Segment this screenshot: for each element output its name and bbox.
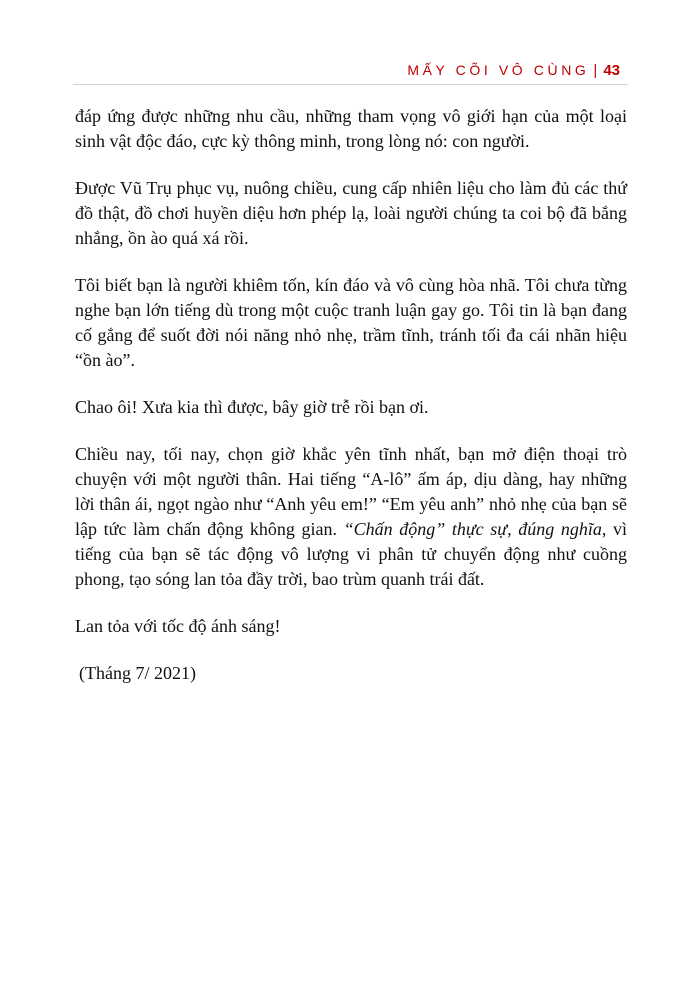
paragraph-2: Được Vũ Trụ phục vụ, nuông chiều, cung cấp nhiên liệu cho làm đủ các thứ đồ thật, đồ chơi huyền diệu hơn phép lạ, loài người chúng ta coi bộ đã bắng nhắng, ồn ào quá xá rồi.	[75, 178, 627, 248]
paragraph-5-text-start: Chiều nay, tối nay, chọn giờ khắc yên tĩnh nhất, bạn mở điện thoại trò chuyện với một người thân. Hai tiếng “A-lô” ấm áp, dịu dàng, hay những lời thân ái, ngọt ngào như “Anh yêu em!” “Em yêu anh” nhỏ nhẹ của bạn sẽ lập tức làm chấn động không gian.	[75, 444, 627, 539]
paragraph-1: đáp ứng được những nhu cầu, những tham vọng vô giới hạn của một loại sinh vật độc đáo, cực kỳ thông minh, trong lòng nó: con người.	[75, 106, 627, 151]
header-rule	[73, 84, 628, 85]
running-header	[407, 62, 620, 79]
date-line: (Tháng 7/ 2021)	[79, 663, 196, 683]
page-body	[75, 104, 627, 686]
paragraph-6: Lan tỏa với tốc độ ánh sáng!	[75, 616, 281, 636]
header-separator: |	[593, 62, 598, 79]
paragraph-5	[75, 442, 627, 592]
book-title: MẤY CÕI VÔ CÙNG	[407, 62, 590, 78]
page-number: 43	[603, 62, 620, 79]
paragraph-5-italic-phrase: “Chấn động” thực sự, đúng nghĩa	[343, 519, 602, 539]
paragraph-3: Tôi biết bạn là người khiêm tốn, kín đáo và vô cùng hòa nhã. Tôi chưa từng nghe bạn lớn tiếng dù trong một cuộc tranh luận gay go. Tôi tin là bạn đang cố gắng để suốt đời nói năng nhỏ nhẹ, trầm tĩnh, tránh tối đa cái nhãn hiệu “ồn ào”.	[75, 275, 627, 370]
paragraph-4: Chao ôi! Xưa kia thì được, bây giờ trễ rồi bạn ơi.	[75, 397, 429, 417]
paragraph-5-text-end: , vì tiếng của bạn sẽ tác động vô lượng vi phân tử chuyển động như cuồng phong, tạo sóng lan tỏa đầy trời, bao trùm quanh trái đất.	[75, 519, 627, 589]
